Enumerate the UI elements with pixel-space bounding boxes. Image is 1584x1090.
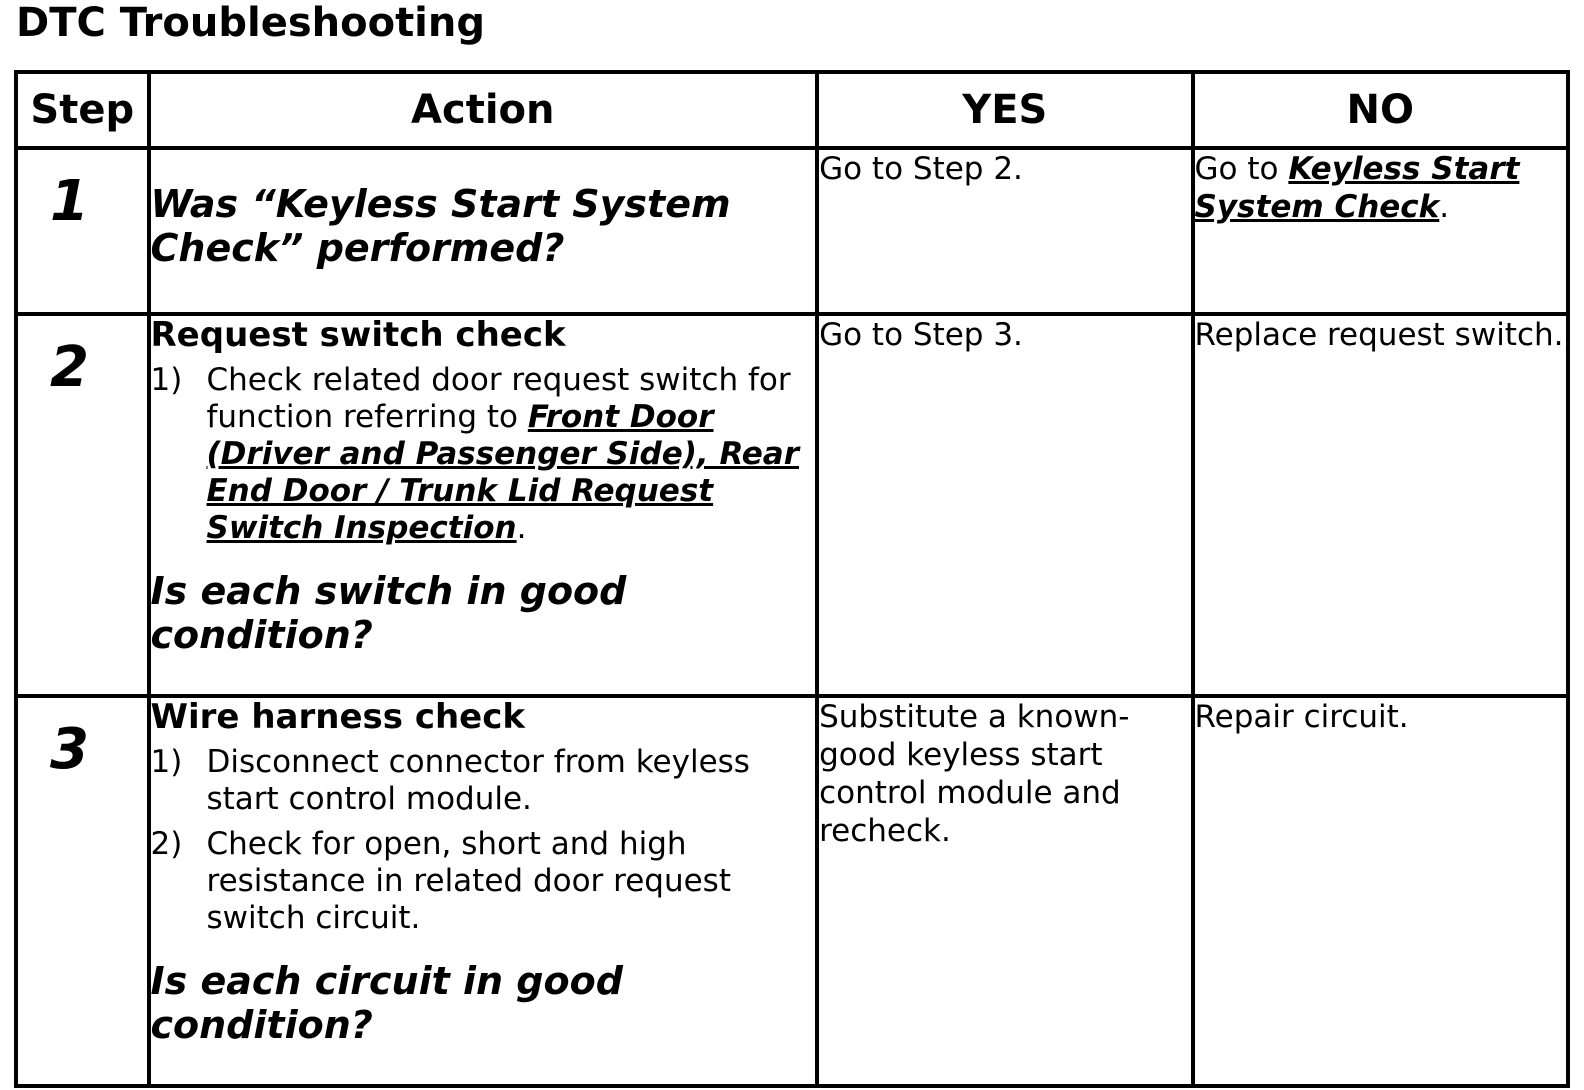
yes-cell: Substitute a known-good keyless start control module and recheck. xyxy=(817,696,1192,1086)
procedure-list xyxy=(151,362,816,547)
header-step: Step xyxy=(16,72,149,148)
check-title: Request switch check xyxy=(150,315,566,355)
list-item-body: Check related door request switch for function referring to xyxy=(206,362,791,435)
header-row xyxy=(16,72,1568,148)
action-question: Is each switch in good condition? xyxy=(150,569,627,657)
step-cell xyxy=(16,314,149,696)
no-cell: Repair circuit. xyxy=(1193,696,1568,1086)
troubleshooting-table xyxy=(14,70,1570,1088)
step-number: 3 xyxy=(50,717,89,782)
list-item xyxy=(151,744,816,818)
step-number: 2 xyxy=(50,335,89,400)
action-cell xyxy=(149,696,818,1086)
header-action: Action xyxy=(149,72,818,148)
yes-cell: Go to Step 2. xyxy=(817,148,1192,314)
action-cell xyxy=(149,148,818,314)
table-row xyxy=(16,148,1568,314)
table-row xyxy=(16,696,1568,1086)
procedure-list xyxy=(151,744,816,937)
list-item-number: 1) xyxy=(150,744,183,780)
list-item-text xyxy=(207,362,816,547)
no-cell: Replace request switch. xyxy=(1193,314,1568,696)
header-no: NO xyxy=(1193,72,1568,148)
no-prefix: Go to xyxy=(1194,151,1289,187)
list-item-text: Check for open, short and high resistance in related door request switch circuit. xyxy=(206,826,731,936)
list-item-suffix: . xyxy=(516,510,527,546)
list-item-number: 1) xyxy=(150,362,183,398)
step-cell xyxy=(16,696,149,1086)
list-item xyxy=(151,362,816,547)
keyless-start-system-check-link[interactable]: Keyless Start System Check xyxy=(1194,151,1520,225)
check-title: Wire harness check xyxy=(150,697,525,737)
action-cell xyxy=(149,314,818,696)
header-yes: YES xyxy=(817,72,1192,148)
page-title: DTC Troubleshooting xyxy=(16,0,486,46)
step-cell xyxy=(16,148,149,314)
no-cell xyxy=(1193,148,1568,314)
yes-cell: Go to Step 3. xyxy=(817,314,1192,696)
switch-inspection-link[interactable]: Front Door (Driver and Passenger Side), Rear End Door / Trunk Lid Request Switch Inspection xyxy=(206,399,800,546)
action-question: Is each circuit in good condition? xyxy=(150,959,623,1047)
action-question: Was “Keyless Start System Check” performed? xyxy=(150,182,731,270)
table-row xyxy=(16,314,1568,696)
list-item xyxy=(151,826,816,937)
list-item-text: Disconnect connector from keyless start control module. xyxy=(206,744,750,817)
step-number: 1 xyxy=(50,169,89,234)
no-suffix: . xyxy=(1439,189,1450,225)
list-item-number: 2) xyxy=(150,826,183,862)
